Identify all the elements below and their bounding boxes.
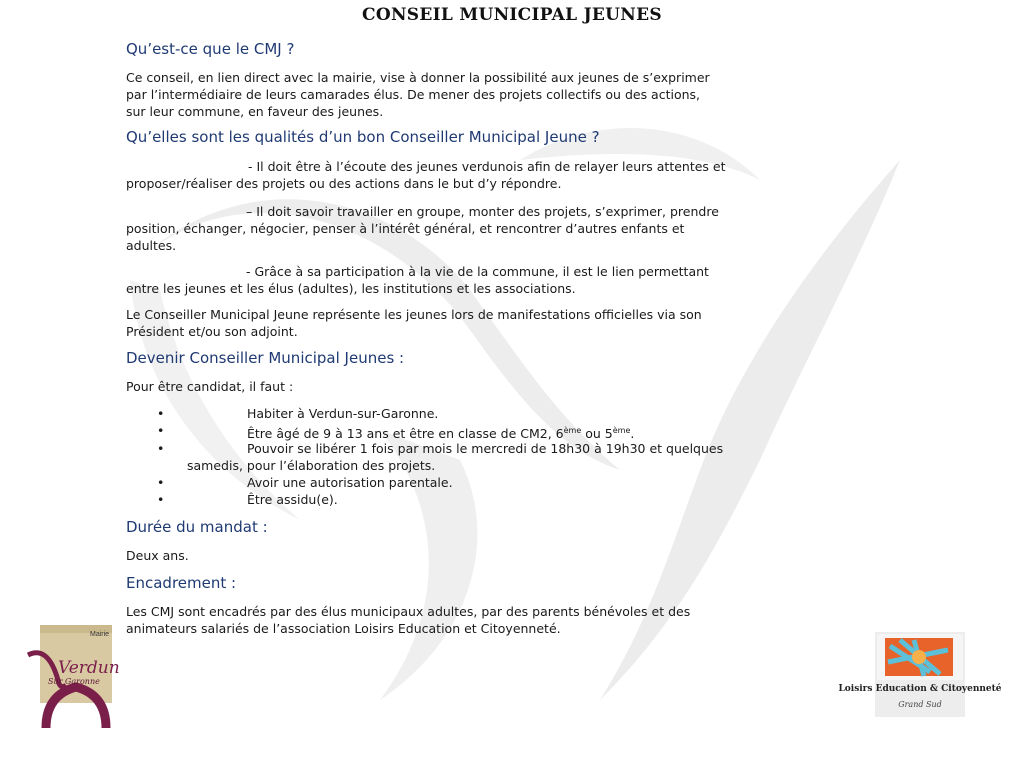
duree-text: Deux ans. <box>126 548 189 563</box>
lec-logo-icon <box>830 632 1010 717</box>
paragraph-cmj <box>126 69 926 120</box>
quality-item-3 <box>126 263 926 297</box>
paragraph-line: entre les jeunes et les élus (adultes), les institutions et les associations. <box>126 281 576 296</box>
paragraph-line: – Il doit savoir travailler en groupe, monter des projets, s’exprimer, prendre <box>246 204 719 219</box>
verdun-logo <box>18 625 128 730</box>
paragraph-line: - Il doit être à l’écoute des jeunes verdunois afin de relayer leurs attentes et <box>248 159 726 174</box>
paragraph-line: position, échanger, négocier, penser à l’intérêt général, et rencontrer d’autres enfants et <box>126 221 685 236</box>
verdun-logo-icon <box>18 625 128 730</box>
logo-verdun-text: Verdun <box>58 658 120 678</box>
bullet-icon: • <box>157 423 165 438</box>
logo-mairie-text: Mairie <box>90 631 110 638</box>
paragraph-line: proposer/réaliser des projets ou des actions dans le but d’y répondre. <box>126 176 562 191</box>
section-heading-cmj: Qu’est-ce que le CMJ ? <box>126 40 295 58</box>
quality-item-1 <box>126 158 926 192</box>
paragraph-line: animateurs salariés de l’association Loisirs Education et Citoyenneté. <box>126 621 561 636</box>
candidate-intro: Pour être candidat, il faut : <box>126 379 294 394</box>
paragraph-representation <box>126 306 926 340</box>
section-heading-qualities: Qu’elles sont les qualités d’un bon Conseiller Municipal Jeune ? <box>126 128 600 146</box>
list-item-text: Être âgé de 9 à 13 ans et être en classe de CM2, 6ème ou 5ème. <box>247 426 635 442</box>
list-item-text: Habiter à Verdun-sur-Garonne. <box>247 406 439 421</box>
logo-grandsud-text: Grand Sud <box>898 700 942 709</box>
paragraph-line: sur leur commune, en faveur des jeunes. <box>126 104 384 119</box>
paragraph-encadrement <box>126 603 926 637</box>
paragraph-line: - Grâce à sa participation à la vie de la commune, il est le lien permettant <box>246 264 709 279</box>
bullet-icon: • <box>157 406 165 421</box>
paragraph-line: Le Conseiller Municipal Jeune représente les jeunes lors de manifestations officielles via son <box>126 307 702 322</box>
bullet-icon: • <box>157 492 165 507</box>
list-item-text: Être assidu(e). <box>247 492 338 507</box>
logo-garonne-text: Sur Garonne <box>48 677 100 686</box>
page-title: CONSEIL MUNICIPAL JEUNES <box>362 5 662 25</box>
logo-lec-text: Loisirs Education & Citoyenneté <box>838 684 1002 694</box>
paragraph-line: Les CMJ sont encadrés par des élus municipaux adultes, par des parents bénévoles et des <box>126 604 691 619</box>
paragraph-line: Président et/ou son adjoint. <box>126 324 298 339</box>
section-heading-encadrement: Encadrement : <box>126 574 237 592</box>
list-item-text: Avoir une autorisation parentale. <box>247 475 453 490</box>
paragraph-line: par l’intermédiaire de leurs camarades élus. De mener des projets collectifs ou des actions, <box>126 87 701 102</box>
section-heading-duree: Durée du mandat : <box>126 518 268 536</box>
list-item-text-continued: samedis, pour l’élaboration des projets. <box>187 458 436 473</box>
quality-item-2 <box>126 203 926 254</box>
bullet-icon: • <box>157 475 165 490</box>
list-item-text: Pouvoir se libérer 1 fois par mois le mercredi de 18h30 à 19h30 et quelques <box>247 441 724 456</box>
section-heading-devenir: Devenir Conseiller Municipal Jeunes : <box>126 349 405 367</box>
lec-logo <box>830 632 1010 717</box>
bullet-icon: • <box>157 441 165 456</box>
paragraph-line: Ce conseil, en lien direct avec la mairie, vise à donner la possibilité aux jeunes de s’exprimer <box>126 70 710 85</box>
paragraph-line: adultes. <box>126 238 177 253</box>
